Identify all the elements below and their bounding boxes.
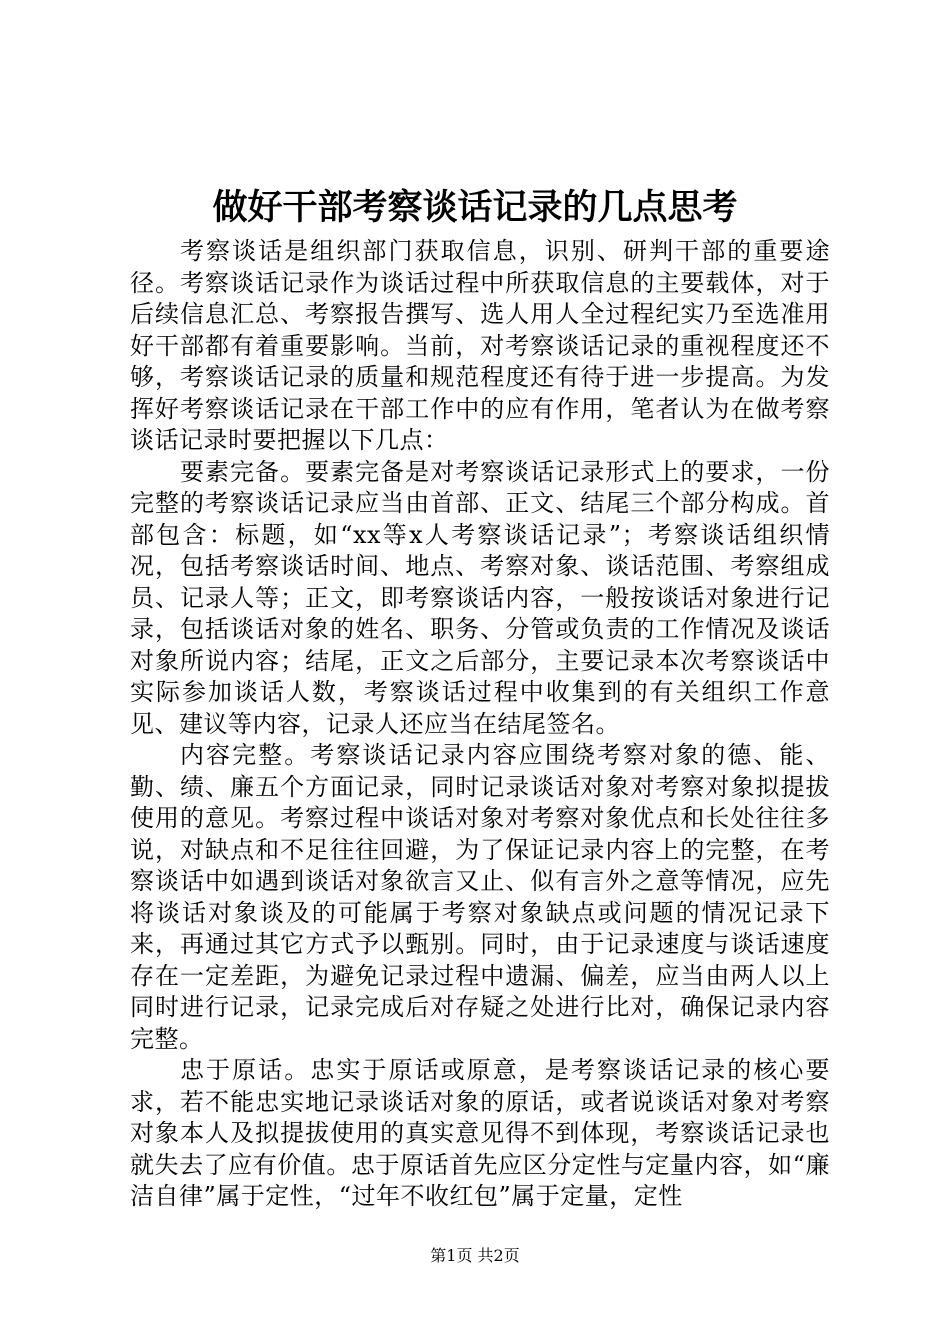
paragraph-faithful-to-original: 忠于原话。忠实于原话或原意，是考察谈话记录的核心要求，若不能忠实地记录谈话对象的原话，或者说谈话对象对考察对象本人及拟提拔使用的真实意见得不到体现，考察谈话记录也就失去了应有价值。忠于原话首先应区分定性与定量内容，如“廉洁自律”属于定性，“过年不收红包”属于定量，定性 bbox=[130, 1056, 830, 1210]
page-footer: 第1页 共2页 bbox=[430, 1246, 520, 1265]
document-title: 做好干部考察谈话记录的几点思考 bbox=[212, 187, 738, 228]
document-body bbox=[130, 236, 830, 1213]
paragraph-content-complete: 内容完整。考察谈话记录内容应围绕考察对象的德、能、勤、绩、廉五个方面记录，同时记录谈话对象对考察对象拟提拔使用的意见。考察过程中谈话对象对考察对象优点和长处往往多说，对缺点和不足往往回避，为了保证记录内容上的完整，在考察谈话中如遇到谈话对象欲言又止、似有言外之意等情况，应先将谈话对象谈及的可能属于考察对象缺点或问题的情况记录下来，再通过其它方式予以甄别。同时，由于记录速度与谈话速度存在一定差距，为避免记录过程中遗漏、偏差，应当由两人以上同时进行记录，记录完成后对存疑之处进行比对，确保记录内容完整。 bbox=[130, 741, 830, 1053]
paragraph-elements-complete: 要素完备。要素完备是对考察谈话记录形式上的要求，一份完整的考察谈话记录应当由首部、正文、结尾三个部分构成。首部包含：标题，如“xx等x人考察谈话记录”；考察谈话组织情况，包括考察谈话时间、地点、考察对象、谈话范围、考察组成员、记录人等；正文，即考察谈话内容，一般按谈话对象进行记录，包括谈话对象的姓名、职务、分管或负责的工作情况及谈话对象所说内容；结尾，正文之后部分，主要记录本次考察谈话中实际参加谈话人数，考察谈话过程中收集到的有关组织工作意见、建议等内容，记录人还应当在结尾签名。 bbox=[130, 457, 830, 738]
paragraph-intro: 考察谈话是组织部门获取信息，识别、研判干部的重要途径。考察谈话记录作为谈话过程中所获取信息的主要载体，对于后续信息汇总、考察报告撰写、选人用人全过程纪实乃至选准用好干部都有着重要影响。当前，对考察谈话记录的重视程度还不够，考察谈话记录的质量和规范程度还有待于进一步提高。为发挥好考察谈话记录在干部工作中的应有作用，笔者认为在做考察谈话记录时要把握以下几点： bbox=[130, 237, 830, 454]
